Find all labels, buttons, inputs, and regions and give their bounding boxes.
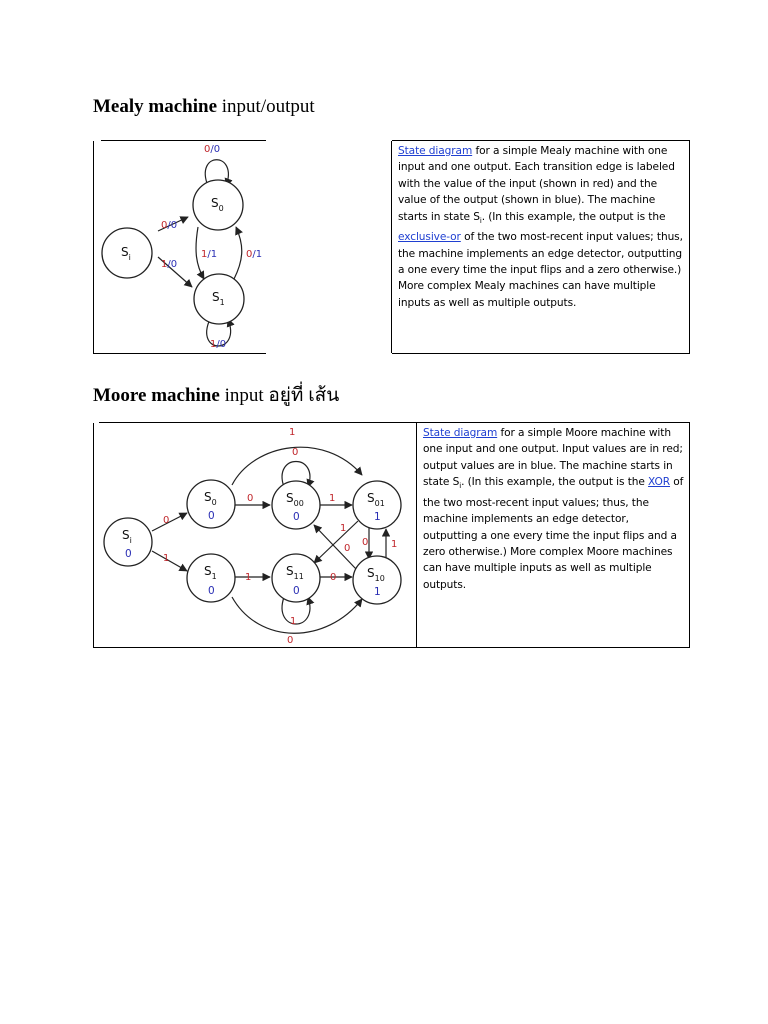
state-si-label: $S_i$ bbox=[122, 528, 132, 545]
state-s00-label: $S_{00}$ bbox=[286, 491, 304, 508]
label-s01-s10: 0 bbox=[362, 537, 369, 548]
state-s10-label: $S_{10}$ bbox=[367, 566, 385, 583]
label-loop-s00: 0 bbox=[292, 447, 299, 458]
xor-link[interactable]: XOR bbox=[648, 476, 671, 489]
label-loop-s0: 0/0 bbox=[204, 144, 221, 155]
label-s1-s0: 0/1 bbox=[246, 249, 263, 260]
label-s10-s00: 0 bbox=[344, 543, 351, 554]
state-s1-label: $S_1$ bbox=[204, 564, 217, 581]
label-si-s0: 0 bbox=[163, 515, 170, 526]
edge-si-s0 bbox=[152, 513, 187, 531]
moore-heading-rest: input อยู่ที่ เส้น bbox=[219, 385, 340, 406]
moore-diagram-cell bbox=[94, 423, 417, 648]
moore-heading-bold: Moore machine bbox=[93, 385, 220, 406]
moore-heading bbox=[93, 380, 339, 410]
state-s11-label: $S_{11}$ bbox=[286, 564, 304, 581]
label-loop-s1: 1/0 bbox=[210, 339, 227, 350]
moore-state-diagram-link[interactable]: State diagram bbox=[423, 427, 498, 439]
mealy-heading-bold: Mealy machine bbox=[93, 96, 218, 117]
label-s0-s1: 1/1 bbox=[201, 249, 218, 260]
mealy-table bbox=[93, 140, 690, 354]
moore-description: State diagram for a simple Moore machine with one input and one output. Input values are in red; output values are in blue. The machine starts in state $S_i$. (In this example, the output is the XOR of the two most-recent input values; thus, the machine implements an edge detector, outputting a one every time the input flips and a zero otherwise.) More complex Moore machines can have multiple inputs as well as multiple outputs. bbox=[417, 423, 690, 648]
mealy-description: State diagram for a simple Mealy machine with one input and one output. Each transition edge is labeled with the value of the input (shown in red) and the value of the output (shown in blue). The machine starts in state $S_i$. (In this example, the output is the exclusive-or of the two most-recent input values; thus, the machine implements an edge detector, outputting a one every time the input flips and a zero otherwise.) More complex Mealy machines can have multiple inputs as well as multiple outputs. bbox=[392, 141, 690, 354]
mealy-diagram-cell bbox=[94, 141, 392, 354]
moore-state-diagram bbox=[94, 423, 416, 647]
state-s01-output: 1 bbox=[374, 511, 381, 523]
exclusive-or-link[interactable]: exclusive-or bbox=[398, 231, 461, 244]
mealy-heading bbox=[93, 96, 315, 118]
state-si-output: 0 bbox=[125, 548, 132, 560]
moore-table bbox=[93, 422, 690, 648]
state-s10-output: 1 bbox=[374, 586, 381, 598]
state-si-label: $S_i$ bbox=[121, 245, 131, 262]
mealy-state-diagram-link[interactable]: State diagram bbox=[398, 145, 473, 157]
edge-s01-s11 bbox=[314, 521, 358, 563]
edge-s1-s0 bbox=[234, 227, 242, 279]
label-si-s1: 1 bbox=[163, 553, 170, 564]
state-s0-label: $S_0$ bbox=[204, 490, 217, 507]
state-s00-output: 0 bbox=[293, 511, 300, 523]
label-s00-s01: 1 bbox=[329, 493, 336, 504]
state-s01-label: $S_{01}$ bbox=[367, 491, 385, 508]
label-si-s0: 0/0 bbox=[161, 220, 178, 231]
label-si-s1: 1/0 bbox=[161, 259, 178, 270]
edge-si-s1 bbox=[152, 551, 187, 571]
label-s0-s00: 0 bbox=[247, 493, 254, 504]
state-s11-output: 0 bbox=[293, 585, 300, 597]
state-s1-output: 0 bbox=[208, 585, 215, 597]
mealy-heading-rest: input/output bbox=[217, 96, 315, 117]
label-s01-s11: 1 bbox=[340, 523, 347, 534]
state-s0-label: $S_0$ bbox=[211, 196, 224, 213]
label-s11-s10: 0 bbox=[330, 572, 337, 583]
state-s1-label: $S_1$ bbox=[212, 290, 225, 307]
label-loop-s11: 1 bbox=[290, 616, 297, 627]
label-s10-s01: 1 bbox=[391, 539, 398, 550]
state-s0-output: 0 bbox=[208, 510, 215, 522]
mealy-state-diagram bbox=[94, 141, 391, 353]
label-s1-s11: 1 bbox=[245, 572, 252, 583]
label-s1-s10: 0 bbox=[287, 635, 294, 646]
label-s0-s01: 1 bbox=[289, 427, 296, 438]
